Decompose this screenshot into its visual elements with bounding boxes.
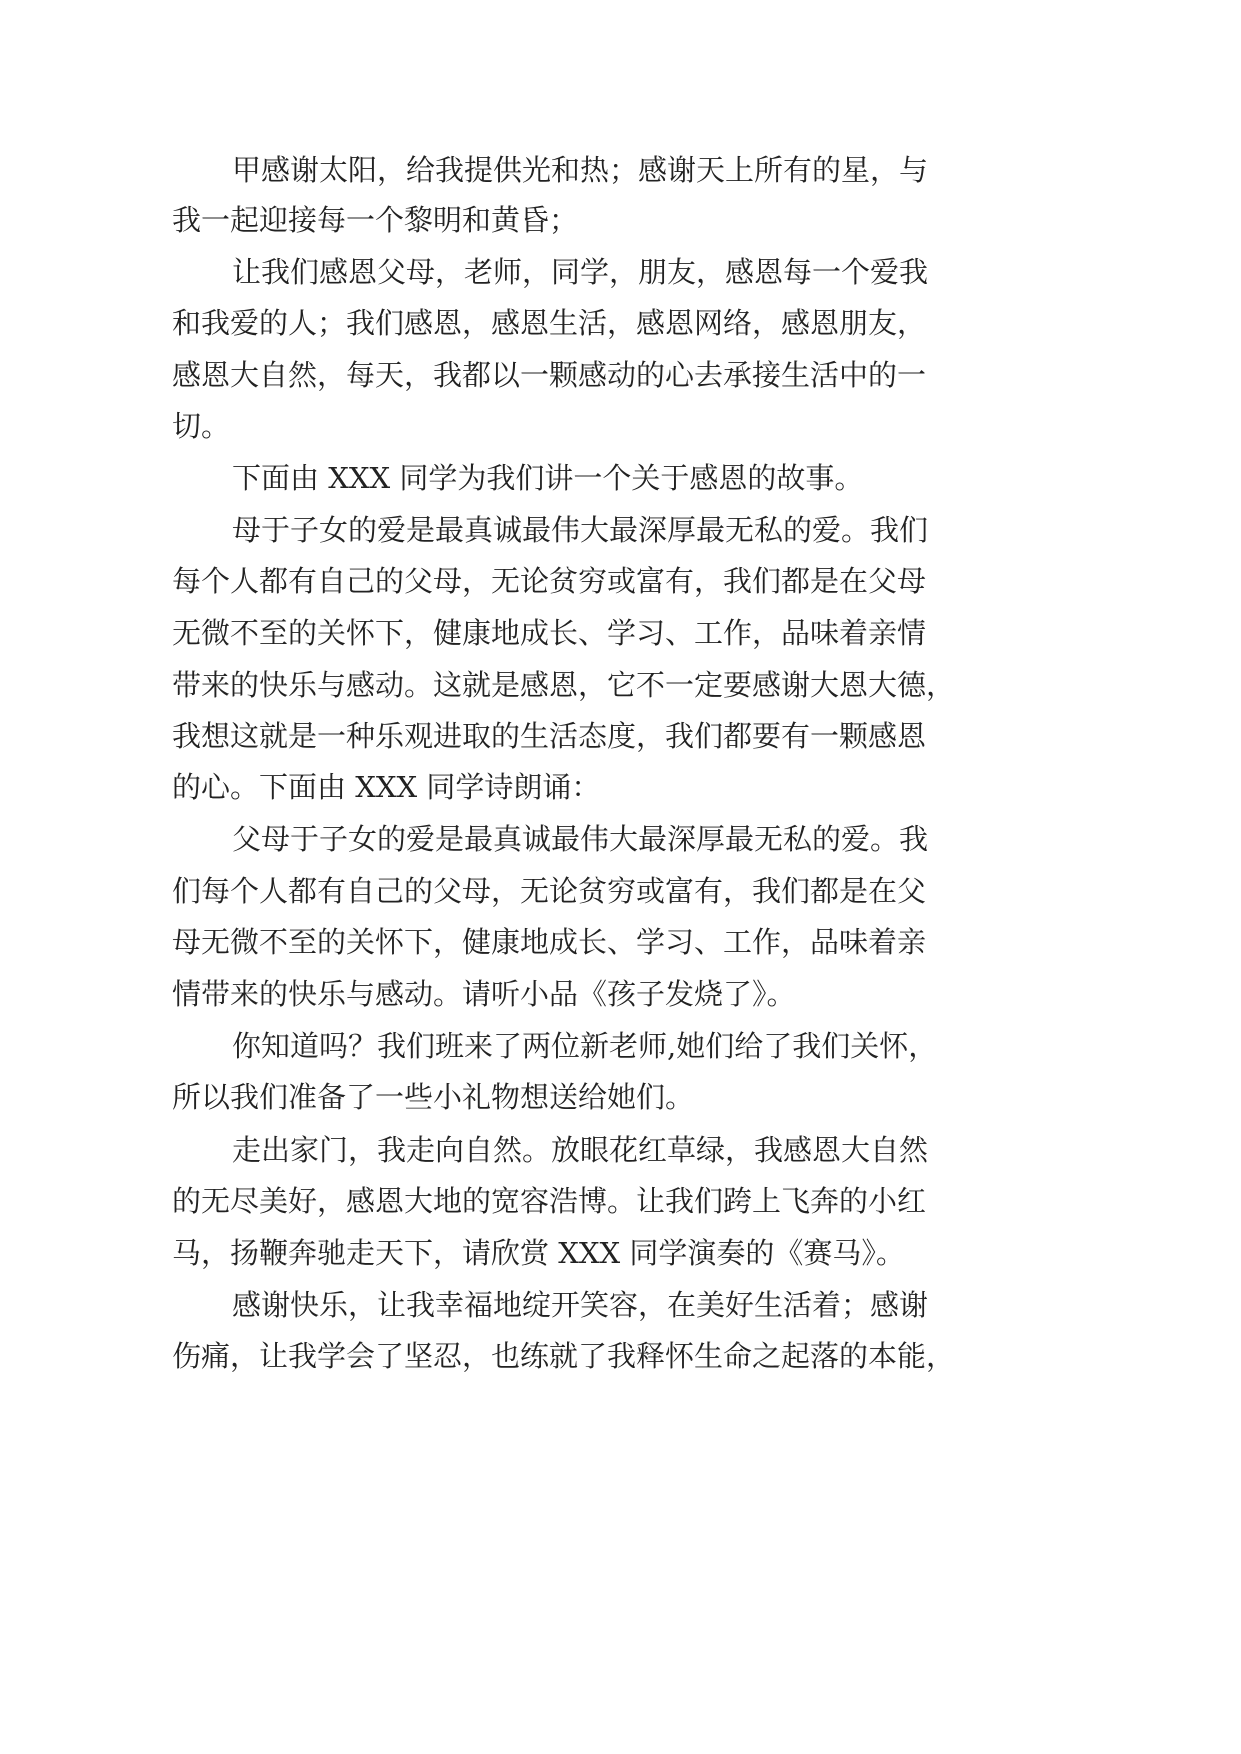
text-line: 们每个人都有自己的父母，无论贫穷或富有，我们都是在父: [172, 874, 927, 908]
text-line: 感恩大自然，每天，我都以一颗感动的心去承接生活中的一: [172, 358, 927, 392]
text-line: 和我爱的人；我们感恩，感恩生活，感恩网络，感恩朋友，: [172, 306, 927, 340]
text-line: 马，扬鞭奔驰走天下，请欣赏 XXX 同学演奏的《赛马》。: [172, 1236, 905, 1270]
text-line: 母无微不至的关怀下，健康地成长、学习、工作，品味着亲: [172, 925, 927, 959]
text-line: 我一起迎接每一个黎明和黄昏；: [172, 203, 579, 237]
text-line: 切。: [172, 409, 231, 443]
text-line: 的心。下面由 XXX 同学诗朗诵：: [172, 770, 601, 804]
text-line: 下面由 XXX 同学为我们讲一个关于感恩的故事。: [232, 461, 864, 495]
text-line: 的无尽美好，感恩大地的宽容浩博。让我们跨上飞奔的小红: [172, 1184, 927, 1218]
text-line: 所以我们准备了一些小礼物想送给她们。: [172, 1080, 695, 1114]
text-line: 我想这就是一种乐观进取的生活态度，我们都要有一颗感恩: [172, 719, 927, 753]
text-line: 你知道吗？我们班来了两位新老师,她们给了我们关怀，: [232, 1029, 938, 1063]
text-line: 伤痛，让我学会了坚忍，也练就了我释怀生命之起落的本能，: [172, 1339, 956, 1373]
text-line: 无微不至的关怀下，健康地成长、学习、工作，品味着亲情: [172, 616, 927, 650]
text-line: 感谢快乐，让我幸福地绽开笑容，在美好生活着；感谢: [232, 1288, 929, 1322]
text-line: 父母于子女的爱是最真诚最伟大最深厚最无私的爱。我: [232, 822, 929, 856]
text-line: 甲感谢太阳，给我提供光和热；感谢天上所有的星，与: [232, 153, 929, 187]
text-line: 带来的快乐与感动。这就是感恩，它不一定要感谢大恩大德，: [172, 668, 956, 702]
text-line: 母于子女的爱是最真诚最伟大最深厚最无私的爱。我们: [232, 513, 929, 547]
text-line: 每个人都有自己的父母，无论贫穷或富有，我们都是在父母: [172, 564, 927, 598]
text-line: 走出家门，我走向自然。放眼花红草绿，我感恩大自然: [232, 1133, 929, 1167]
text-line: 情带来的快乐与感动。请听小品《孩子发烧了》。: [172, 977, 796, 1011]
text-line: 让我们感恩父母，老师，同学，朋友，感恩每一个爱我: [232, 255, 929, 289]
